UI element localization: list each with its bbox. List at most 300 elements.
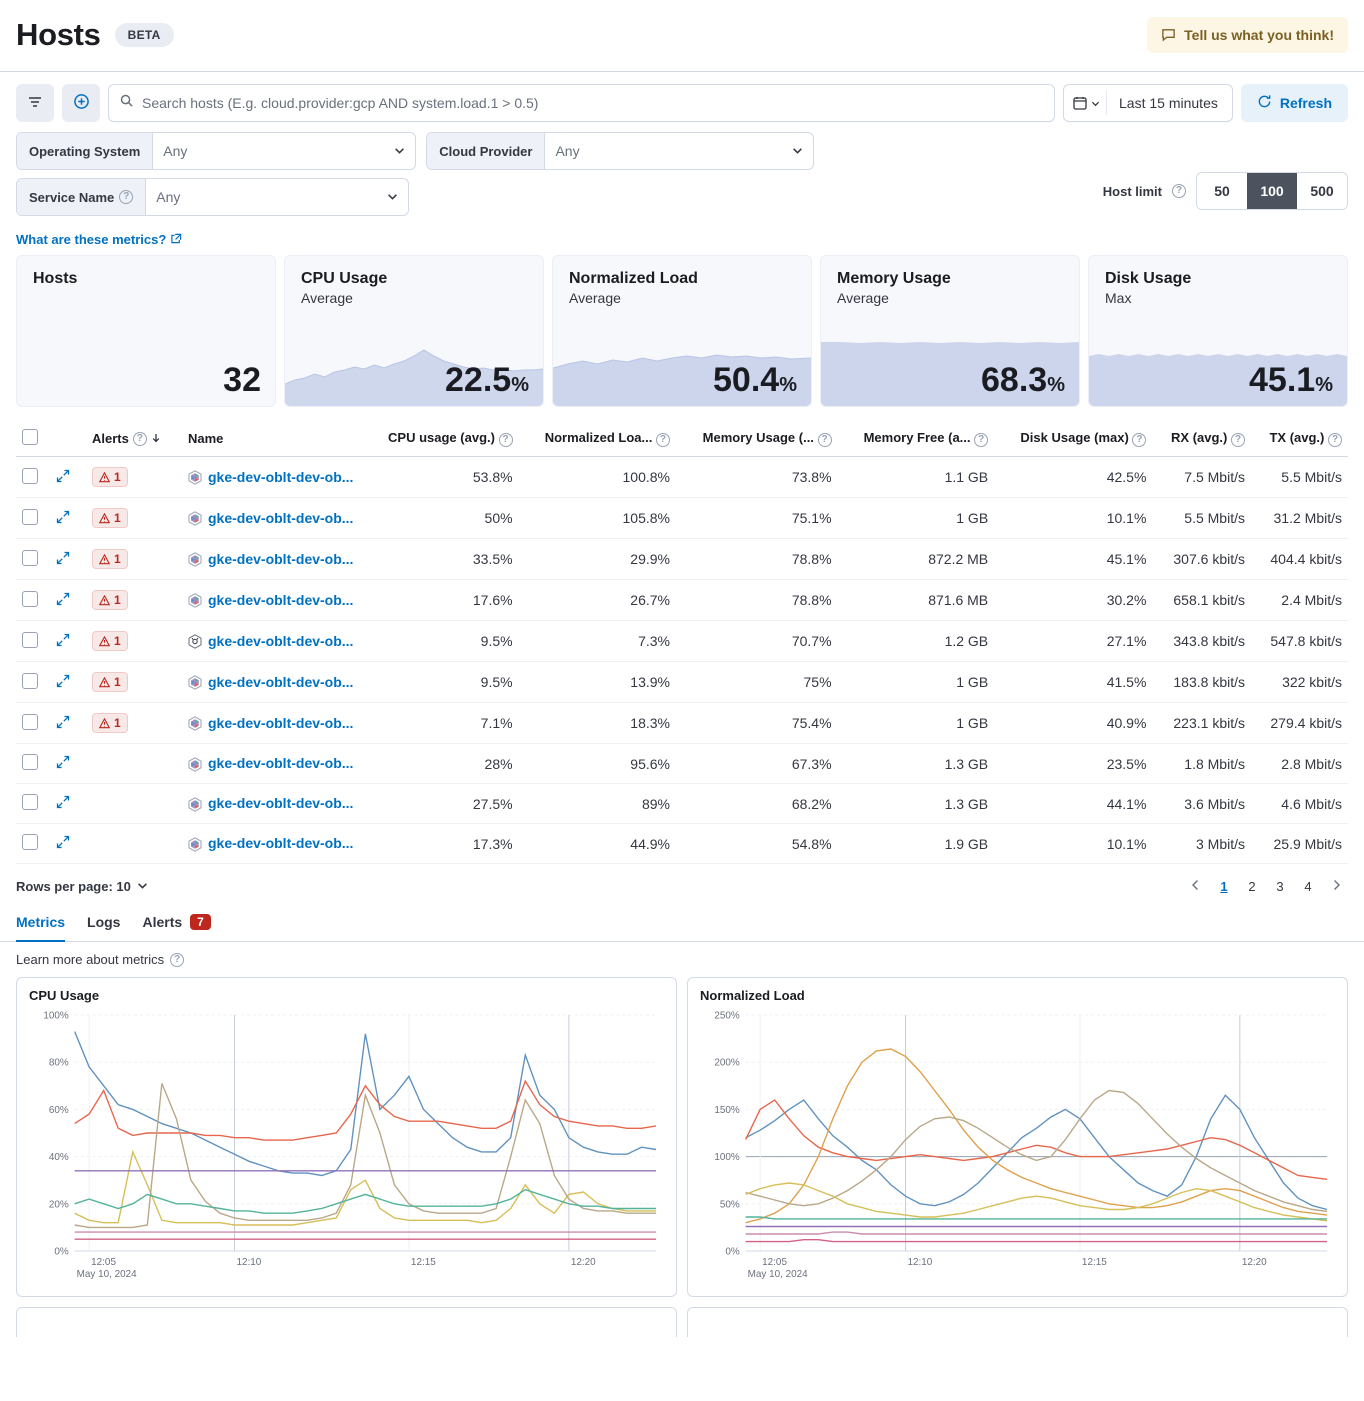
row-checkbox[interactable] bbox=[22, 714, 38, 730]
kpi-row bbox=[0, 247, 1364, 407]
host-name-link[interactable]: gke-dev-oblt-dev-ob... bbox=[208, 591, 354, 608]
row-cpu-cell: 33.5% bbox=[362, 539, 519, 580]
page-3[interactable]: 3 bbox=[1268, 874, 1292, 898]
row-expand-cell bbox=[50, 539, 86, 580]
row-rx-cell: 183.8 kbit/s bbox=[1152, 662, 1251, 703]
row-cpu-cell: 7.1% bbox=[362, 703, 519, 744]
expand-icon[interactable] bbox=[56, 634, 70, 650]
page-1[interactable]: 1 bbox=[1212, 874, 1236, 898]
feedback-label: Tell us what you think! bbox=[1184, 26, 1334, 43]
host-limit-50[interactable]: 50 bbox=[1197, 173, 1247, 209]
help-icon[interactable]: ? bbox=[974, 433, 988, 447]
row-rx-cell: 7.5 Mbit/s bbox=[1152, 457, 1251, 498]
column-memory-usage[interactable] bbox=[676, 421, 838, 457]
kpi-value bbox=[445, 361, 529, 400]
row-memory-usage-cell: 75% bbox=[676, 662, 838, 703]
tab-label: Logs bbox=[87, 914, 121, 930]
alert-badge[interactable] bbox=[92, 713, 128, 733]
chevron-down-icon bbox=[792, 143, 803, 159]
learn-more-label: Learn more about metrics bbox=[16, 952, 165, 967]
row-memory-free-cell: 1 GB bbox=[838, 498, 995, 539]
row-name-cell bbox=[182, 662, 362, 703]
svg-text:12:20: 12:20 bbox=[1241, 1256, 1267, 1269]
filter-icon bbox=[27, 94, 43, 113]
help-icon[interactable]: ? bbox=[133, 432, 147, 446]
host-name-link[interactable]: gke-dev-oblt-dev-ob... bbox=[208, 795, 354, 812]
column-label: Memory Free (a... bbox=[863, 430, 971, 445]
row-alerts-cell bbox=[86, 580, 182, 621]
alert-badge[interactable] bbox=[92, 631, 128, 651]
row-alerts-cell bbox=[86, 457, 182, 498]
alerts-count-badge: 7 bbox=[190, 914, 211, 930]
help-icon[interactable]: ? bbox=[1328, 433, 1342, 447]
table-row[interactable] bbox=[16, 580, 1348, 621]
metrics-link-label: What are these metrics? bbox=[16, 232, 167, 247]
row-memory-free-cell: 1.2 GB bbox=[838, 621, 995, 662]
table-body bbox=[16, 457, 1348, 864]
row-disk-usage-cell: 40.9% bbox=[994, 703, 1152, 744]
row-select-cell bbox=[16, 824, 50, 864]
chevron-down-icon bbox=[137, 879, 148, 894]
row-cpu-cell: 27.5% bbox=[362, 784, 519, 824]
table-row[interactable] bbox=[16, 824, 1348, 864]
kpi-number: 68.3 bbox=[981, 361, 1048, 399]
row-checkbox[interactable] bbox=[22, 550, 38, 566]
row-memory-usage-cell: 78.8% bbox=[676, 539, 838, 580]
row-memory-usage-cell: 75.4% bbox=[676, 703, 838, 744]
table-row[interactable] bbox=[16, 539, 1348, 580]
column-cpu[interactable] bbox=[362, 421, 519, 457]
column-label: Normalized Loa... bbox=[544, 430, 653, 445]
row-name-cell bbox=[182, 824, 362, 864]
column-alerts[interactable] bbox=[86, 421, 182, 457]
row-cpu-cell: 9.5% bbox=[362, 621, 519, 662]
hosts-table-wrap bbox=[0, 407, 1364, 864]
column-name[interactable] bbox=[182, 421, 362, 457]
service-name-select[interactable] bbox=[146, 179, 408, 215]
search-icon bbox=[119, 93, 134, 113]
host-name-link[interactable]: gke-dev-oblt-dev-ob... bbox=[208, 468, 354, 485]
column-label: CPU usage (avg.) bbox=[388, 430, 495, 445]
search-input[interactable] bbox=[108, 84, 1055, 122]
column-label: TX (avg.) bbox=[1269, 430, 1325, 445]
column-load[interactable] bbox=[519, 421, 676, 457]
service-name-label bbox=[17, 179, 146, 215]
expand-icon[interactable] bbox=[56, 796, 70, 812]
row-disk-usage-cell: 30.2% bbox=[994, 580, 1152, 621]
chart-cpu-usage[interactable] bbox=[16, 977, 677, 1297]
tab-metrics[interactable] bbox=[16, 914, 65, 942]
row-cpu-cell: 17.3% bbox=[362, 824, 519, 864]
row-name-cell bbox=[182, 498, 362, 539]
row-load-cell: 105.8% bbox=[519, 498, 676, 539]
row-alerts-cell bbox=[86, 539, 182, 580]
filter-operating-system[interactable] bbox=[16, 132, 416, 170]
svg-text:12:15: 12:15 bbox=[1081, 1256, 1107, 1269]
row-select-cell bbox=[16, 784, 50, 824]
svg-text:150%: 150% bbox=[714, 1104, 740, 1116]
row-tx-cell: 31.2 Mbit/s bbox=[1251, 498, 1348, 539]
row-tx-cell: 4.6 Mbit/s bbox=[1251, 784, 1348, 824]
row-alerts-cell bbox=[86, 824, 182, 864]
row-checkbox[interactable] bbox=[22, 632, 38, 648]
row-memory-usage-cell: 73.8% bbox=[676, 457, 838, 498]
host-limit-segmented[interactable] bbox=[1196, 172, 1348, 210]
host-name-link[interactable]: gke-dev-oblt-dev-ob... bbox=[208, 755, 354, 772]
select-all-header bbox=[16, 421, 50, 457]
column-disk-usage[interactable] bbox=[994, 421, 1152, 457]
table-row[interactable] bbox=[16, 498, 1348, 539]
page-title: Hosts bbox=[16, 16, 101, 52]
row-memory-free-cell: 1.9 GB bbox=[838, 824, 995, 864]
filter-icon-button[interactable] bbox=[16, 84, 54, 122]
kpi-subtitle: Average bbox=[301, 290, 353, 306]
host-name-link[interactable]: gke-dev-oblt-dev-ob... bbox=[208, 673, 354, 690]
expand-icon[interactable] bbox=[56, 716, 70, 732]
chart-card-placeholder-left bbox=[16, 1307, 677, 1337]
row-rx-cell: 1.8 Mbit/s bbox=[1152, 744, 1251, 784]
row-load-cell: 7.3% bbox=[519, 621, 676, 662]
column-tx[interactable] bbox=[1251, 421, 1348, 457]
row-alerts-cell bbox=[86, 784, 182, 824]
svg-text:20%: 20% bbox=[48, 1199, 69, 1211]
search-placeholder: Search hosts (E.g. cloud.provider:gcp AND system.load.1 > 0.5) bbox=[142, 95, 539, 111]
row-alerts-cell bbox=[86, 662, 182, 703]
row-expand-cell bbox=[50, 703, 86, 744]
row-expand-cell bbox=[50, 662, 86, 703]
chart-normalized-load[interactable] bbox=[687, 977, 1348, 1297]
service-name-value: Any bbox=[156, 189, 181, 205]
svg-text:0%: 0% bbox=[54, 1246, 69, 1258]
svg-text:40%: 40% bbox=[48, 1152, 69, 1164]
row-rx-cell: 343.8 kbit/s bbox=[1152, 621, 1251, 662]
row-checkbox[interactable] bbox=[22, 834, 38, 850]
row-disk-usage-cell: 42.5% bbox=[994, 457, 1152, 498]
chart-card-placeholder-right bbox=[687, 1307, 1348, 1337]
kpi-value bbox=[713, 361, 797, 400]
help-icon[interactable]: ? bbox=[818, 433, 832, 447]
row-memory-free-cell: 1 GB bbox=[838, 662, 995, 703]
cpu-usage-line-chart bbox=[29, 1007, 664, 1285]
column-label: Alerts bbox=[92, 431, 129, 446]
alert-badge[interactable] bbox=[92, 672, 128, 692]
kpi-normalized-load[interactable] bbox=[552, 255, 812, 407]
filter-row-1 bbox=[16, 132, 1348, 170]
select-all-checkbox[interactable] bbox=[22, 429, 38, 445]
svg-text:0%: 0% bbox=[725, 1246, 740, 1258]
host-name-link[interactable]: gke-dev-oblt-dev-ob... bbox=[208, 509, 354, 526]
page-4[interactable]: 4 bbox=[1296, 874, 1320, 898]
row-load-cell: 44.9% bbox=[519, 824, 676, 864]
chart-title: CPU Usage bbox=[29, 988, 100, 1003]
row-rx-cell: 3 Mbit/s bbox=[1152, 824, 1251, 864]
kpi-title: Disk Usage bbox=[1105, 270, 1192, 287]
date-range-picker[interactable] bbox=[1063, 84, 1233, 122]
cloud-provider-label: Cloud Provider bbox=[427, 133, 545, 169]
rows-per-page-select[interactable] bbox=[16, 879, 148, 894]
expand-icon[interactable] bbox=[56, 470, 70, 486]
tab-logs[interactable] bbox=[87, 914, 120, 942]
row-tx-cell: 25.9 Mbit/s bbox=[1251, 824, 1348, 864]
kpi-memory-usage[interactable] bbox=[820, 255, 1080, 407]
help-icon[interactable]: ? bbox=[499, 433, 513, 447]
row-checkbox[interactable] bbox=[22, 509, 38, 525]
row-checkbox[interactable] bbox=[22, 754, 38, 770]
row-load-cell: 89% bbox=[519, 784, 676, 824]
row-select-cell bbox=[16, 744, 50, 784]
help-icon[interactable]: ? bbox=[119, 190, 133, 204]
host-name-link[interactable]: gke-dev-oblt-dev-ob... bbox=[208, 550, 354, 567]
row-tx-cell: 279.4 kbit/s bbox=[1251, 703, 1348, 744]
detail-tabs bbox=[0, 904, 1364, 942]
kpi-value bbox=[981, 361, 1065, 400]
filter-service-name[interactable] bbox=[16, 178, 409, 216]
row-tx-cell: 322 kbit/s bbox=[1251, 662, 1348, 703]
svg-text:80%: 80% bbox=[48, 1057, 69, 1069]
row-expand-cell bbox=[50, 580, 86, 621]
expand-icon[interactable] bbox=[56, 552, 70, 568]
kpi-unit: % bbox=[1315, 374, 1333, 396]
column-rx[interactable] bbox=[1152, 421, 1251, 457]
row-select-cell bbox=[16, 621, 50, 662]
kpi-value bbox=[1249, 361, 1333, 400]
host-limit-control bbox=[1103, 172, 1348, 210]
page-list bbox=[1184, 874, 1348, 898]
svg-text:12:10: 12:10 bbox=[907, 1256, 933, 1269]
next-page-button[interactable] bbox=[1324, 874, 1348, 898]
filter-cloud-provider[interactable] bbox=[426, 132, 814, 170]
row-memory-free-cell: 1.3 GB bbox=[838, 744, 995, 784]
help-icon[interactable]: ? bbox=[170, 953, 184, 967]
table-row[interactable] bbox=[16, 457, 1348, 498]
svg-text:100%: 100% bbox=[43, 1010, 69, 1022]
row-checkbox[interactable] bbox=[22, 468, 38, 484]
svg-text:May 10, 2024: May 10, 2024 bbox=[76, 1268, 137, 1281]
row-name-cell bbox=[182, 744, 362, 784]
row-load-cell: 26.7% bbox=[519, 580, 676, 621]
kpi-subtitle: Max bbox=[1105, 290, 1132, 306]
alert-count: 1 bbox=[114, 552, 121, 566]
row-select-cell bbox=[16, 580, 50, 621]
what-are-these-metrics-link[interactable] bbox=[0, 224, 1364, 247]
row-select-cell bbox=[16, 662, 50, 703]
title-group bbox=[16, 17, 174, 53]
rows-per-page-label: Rows per page: 10 bbox=[16, 878, 131, 894]
row-cpu-cell: 28% bbox=[362, 744, 519, 784]
row-name-cell bbox=[182, 703, 362, 744]
row-expand-cell bbox=[50, 498, 86, 539]
alert-badge[interactable] bbox=[92, 549, 128, 569]
previous-page-button[interactable] bbox=[1184, 874, 1208, 898]
host-name-link[interactable]: gke-dev-oblt-dev-ob... bbox=[208, 632, 354, 649]
row-alerts-cell bbox=[86, 744, 182, 784]
row-name-cell bbox=[182, 580, 362, 621]
row-load-cell: 100.8% bbox=[519, 457, 676, 498]
kpi-unit: % bbox=[1047, 374, 1065, 396]
row-alerts-cell bbox=[86, 621, 182, 662]
kpi-title: CPU Usage bbox=[301, 270, 388, 287]
beta-badge: BETA bbox=[115, 23, 174, 47]
kpi-subtitle: Average bbox=[569, 290, 621, 306]
normalized-load-line-chart bbox=[700, 1007, 1335, 1285]
table-row[interactable] bbox=[16, 703, 1348, 744]
kpi-title: Memory Usage bbox=[837, 270, 951, 287]
row-tx-cell: 547.8 kbit/s bbox=[1251, 621, 1348, 662]
add-filter-button[interactable] bbox=[62, 84, 100, 122]
filters-area bbox=[0, 122, 1364, 216]
kpi-hosts[interactable] bbox=[16, 255, 276, 407]
expand-icon[interactable] bbox=[56, 675, 70, 691]
row-cpu-cell: 17.6% bbox=[362, 580, 519, 621]
alert-badge[interactable] bbox=[92, 508, 128, 528]
row-tx-cell: 2.8 Mbit/s bbox=[1251, 744, 1348, 784]
row-memory-free-cell: 872.2 MB bbox=[838, 539, 995, 580]
tab-label: Metrics bbox=[16, 914, 66, 930]
row-checkbox[interactable] bbox=[22, 794, 38, 810]
table-header-row bbox=[16, 421, 1348, 457]
row-rx-cell: 223.1 kbit/s bbox=[1152, 703, 1251, 744]
row-rx-cell: 307.6 kbit/s bbox=[1152, 539, 1251, 580]
chevron-down-icon bbox=[387, 189, 398, 205]
table-row[interactable] bbox=[16, 662, 1348, 703]
operating-system-label: Operating System bbox=[17, 133, 153, 169]
expand-icon[interactable] bbox=[56, 756, 70, 772]
date-range-value[interactable]: Last 15 minutes bbox=[1119, 95, 1218, 111]
feedback-button[interactable] bbox=[1147, 17, 1348, 53]
row-memory-usage-cell: 54.8% bbox=[676, 824, 838, 864]
table-row[interactable] bbox=[16, 621, 1348, 662]
learn-more-about-metrics[interactable] bbox=[0, 942, 1364, 967]
row-memory-free-cell: 1.1 GB bbox=[838, 457, 995, 498]
host-name-link[interactable]: gke-dev-oblt-dev-ob... bbox=[208, 835, 354, 852]
row-load-cell: 95.6% bbox=[519, 744, 676, 784]
kpi-unit: % bbox=[511, 374, 529, 396]
row-memory-free-cell: 1.3 GB bbox=[838, 784, 995, 824]
alert-count: 1 bbox=[114, 470, 121, 484]
kpi-number: 32 bbox=[223, 361, 261, 399]
kpi-number: 45.1 bbox=[1249, 361, 1316, 399]
row-cpu-cell: 53.8% bbox=[362, 457, 519, 498]
row-cpu-cell: 9.5% bbox=[362, 662, 519, 703]
row-name-cell bbox=[182, 539, 362, 580]
host-limit-label: Host limit bbox=[1102, 183, 1162, 199]
charts-row bbox=[0, 967, 1364, 1297]
service-name-text: Service Name bbox=[29, 189, 115, 205]
row-load-cell: 13.9% bbox=[519, 662, 676, 703]
svg-text:12:05: 12:05 bbox=[91, 1256, 116, 1269]
tab-alerts[interactable] bbox=[142, 914, 210, 942]
alert-badge[interactable] bbox=[92, 467, 128, 487]
row-memory-usage-cell: 78.8% bbox=[676, 580, 838, 621]
page-2[interactable]: 2 bbox=[1240, 874, 1264, 898]
row-disk-usage-cell: 27.1% bbox=[994, 621, 1152, 662]
hosts-table bbox=[16, 421, 1348, 864]
expand-icon[interactable] bbox=[56, 836, 70, 852]
row-name-cell bbox=[182, 457, 362, 498]
row-disk-usage-cell: 10.1% bbox=[994, 824, 1152, 864]
sort-down-icon bbox=[151, 431, 161, 446]
row-rx-cell: 3.6 Mbit/s bbox=[1152, 784, 1251, 824]
help-icon[interactable]: ? bbox=[1172, 184, 1186, 198]
chart-title: Normalized Load bbox=[700, 988, 805, 1003]
table-row[interactable] bbox=[16, 744, 1348, 784]
column-label: Name bbox=[188, 431, 224, 446]
help-icon[interactable]: ? bbox=[1231, 433, 1245, 447]
row-load-cell: 29.9% bbox=[519, 539, 676, 580]
column-label: Memory Usage (... bbox=[702, 430, 814, 445]
row-checkbox[interactable] bbox=[22, 591, 38, 607]
row-expand-cell bbox=[50, 621, 86, 662]
kpi-cpu-usage[interactable] bbox=[284, 255, 544, 407]
table-row[interactable] bbox=[16, 784, 1348, 824]
charts-row-second bbox=[0, 1297, 1364, 1337]
row-cpu-cell: 50% bbox=[362, 498, 519, 539]
tab-label: Alerts bbox=[142, 914, 183, 930]
kpi-value bbox=[223, 361, 261, 400]
external-link-icon bbox=[171, 232, 182, 247]
expand-icon[interactable] bbox=[56, 511, 70, 527]
kpi-subtitle: Average bbox=[837, 290, 889, 306]
alert-badge[interactable] bbox=[92, 590, 128, 610]
comment-icon bbox=[1161, 27, 1176, 42]
column-label: RX (avg.) bbox=[1171, 430, 1228, 445]
row-alerts-cell bbox=[86, 703, 182, 744]
alert-count: 1 bbox=[114, 511, 121, 525]
row-memory-free-cell: 871.6 MB bbox=[838, 580, 995, 621]
row-name-cell bbox=[182, 621, 362, 662]
column-memory-free[interactable] bbox=[838, 421, 995, 457]
kpi-disk-usage[interactable] bbox=[1088, 255, 1348, 407]
cloud-provider-value: Any bbox=[555, 143, 580, 159]
host-name-link[interactable]: gke-dev-oblt-dev-ob... bbox=[208, 714, 354, 731]
refresh-button[interactable] bbox=[1241, 84, 1348, 122]
row-disk-usage-cell: 41.5% bbox=[994, 662, 1152, 703]
row-rx-cell: 658.1 kbit/s bbox=[1152, 580, 1251, 621]
kpi-number: 50.4 bbox=[713, 361, 780, 399]
svg-text:May 10, 2024: May 10, 2024 bbox=[747, 1268, 808, 1281]
help-icon[interactable]: ? bbox=[1132, 433, 1146, 447]
help-icon[interactable]: ? bbox=[656, 433, 670, 447]
operating-system-value: Any bbox=[163, 143, 188, 159]
row-memory-usage-cell: 70.7% bbox=[676, 621, 838, 662]
host-limit-100[interactable]: 100 bbox=[1247, 173, 1297, 209]
expand-icon[interactable] bbox=[56, 593, 70, 609]
page-header bbox=[0, 0, 1364, 72]
chevron-down-icon bbox=[394, 143, 405, 159]
row-memory-usage-cell: 67.3% bbox=[676, 744, 838, 784]
row-checkbox[interactable] bbox=[22, 673, 38, 689]
row-disk-usage-cell: 45.1% bbox=[994, 539, 1152, 580]
row-disk-usage-cell: 10.1% bbox=[994, 498, 1152, 539]
calendar-icon[interactable] bbox=[1072, 91, 1107, 115]
row-expand-cell bbox=[50, 457, 86, 498]
row-rx-cell: 5.5 Mbit/s bbox=[1152, 498, 1251, 539]
row-name-cell bbox=[182, 784, 362, 824]
svg-text:12:10: 12:10 bbox=[236, 1256, 262, 1269]
host-limit-500[interactable]: 500 bbox=[1297, 173, 1347, 209]
row-select-cell bbox=[16, 457, 50, 498]
row-tx-cell: 404.4 kbit/s bbox=[1251, 539, 1348, 580]
alert-count: 1 bbox=[114, 593, 121, 607]
row-select-cell bbox=[16, 539, 50, 580]
refresh-label: Refresh bbox=[1279, 95, 1332, 111]
operating-system-select[interactable] bbox=[153, 133, 415, 169]
row-expand-cell bbox=[50, 824, 86, 864]
cloud-provider-select[interactable] bbox=[545, 133, 813, 169]
row-memory-free-cell: 1 GB bbox=[838, 703, 995, 744]
search-toolbar bbox=[0, 72, 1364, 122]
row-select-cell bbox=[16, 498, 50, 539]
